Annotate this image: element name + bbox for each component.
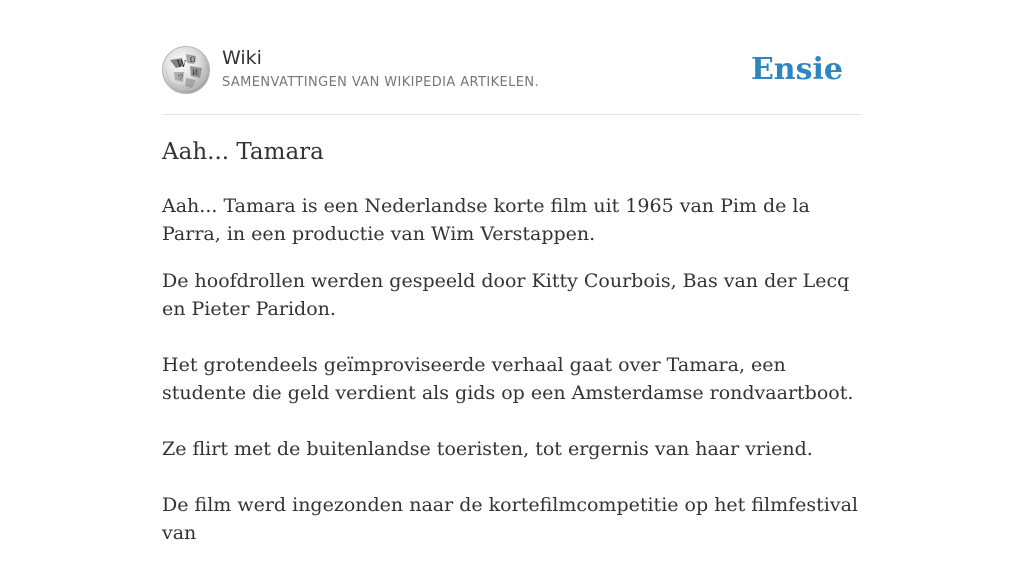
article-paragraph: Het grotendeels geïmproviseerde verhaal gaat over Tamara, een studente die geld verdient als gids op een Amsterdamse rondvaartboot. [162,354,854,404]
site-tagline: SAMENVATTINGEN VAN WIKIPEDIA ARTIKELEN. [222,75,540,90]
brand-logo-link[interactable]: Ensie [750,52,843,87]
site-header [162,46,862,115]
svg-text:И: И [192,69,199,77]
svg-text:W: W [177,60,187,70]
svg-text:Ω: Ω [190,56,196,64]
wikipedia-globe-icon[interactable] [162,46,210,94]
article-paragraph: De film werd ingezonden naar de kortefilmcompetitie op het filmfestival van [162,494,858,544]
site-name[interactable]: Wiki [222,47,262,69]
article-paragraph: De hoofdrollen werden gespeeld door Kitty Courbois, Bas van der Lecq en Pieter Paridon. [162,270,850,320]
svg-text:ウ: ウ [177,73,184,81]
article-paragraph: Ze flirt met de buitenlandse toeristen, tot ergernis van haar vriend. [162,438,813,460]
article-content [162,136,862,566]
article-paragraph: Aah... Tamara is een Nederlandse korte film uit 1965 van Pim de la Parra, in een productie van Wim Verstappen. [162,195,810,245]
article-title: Aah... Tamara [162,139,324,165]
